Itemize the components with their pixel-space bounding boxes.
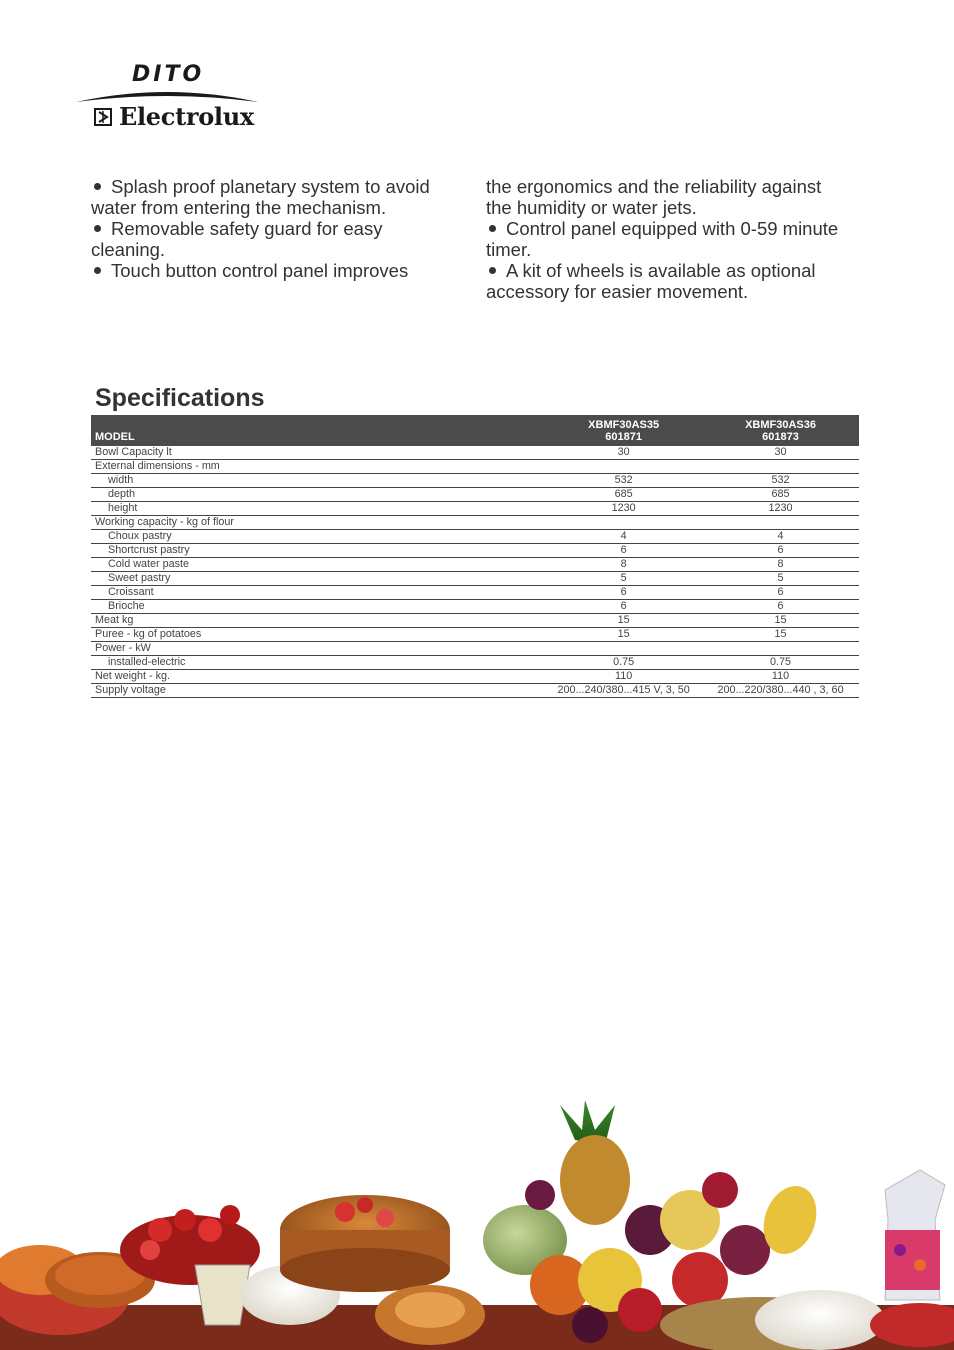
bullet-icon — [94, 267, 101, 274]
spec-value — [702, 516, 859, 530]
spec-value: 6 — [545, 586, 702, 600]
model-1-code: XBMF30AS35 — [588, 418, 660, 431]
table-row — [91, 516, 859, 530]
feature-item — [486, 260, 851, 302]
spec-value: 110 — [545, 670, 702, 684]
feature-text: Splash proof planetary system to avoid water from entering the mechanism. — [91, 176, 430, 218]
spec-value: 15 — [702, 628, 859, 642]
table-row — [91, 628, 859, 642]
spec-value — [545, 460, 702, 474]
spec-label: Croissant — [91, 586, 545, 600]
table-row — [91, 600, 859, 614]
spec-value: 532 — [545, 474, 702, 488]
table-row — [91, 558, 859, 572]
table-row — [91, 572, 859, 586]
model-header: MODEL — [91, 415, 545, 446]
model-1-number: 601871 — [605, 430, 642, 443]
specifications-title: Specifications — [95, 384, 265, 412]
model-1-header — [545, 415, 702, 446]
spec-value: 4 — [702, 530, 859, 544]
table-row — [91, 474, 859, 488]
feature-text: the ergonomics and the reliability against the humidity or water jets. — [486, 176, 822, 218]
feature-text: Removable safety guard for easy cleaning. — [91, 218, 383, 260]
electrolux-wordmark: Electrolux — [119, 102, 254, 131]
dito-wordmark: DITO — [132, 62, 205, 87]
spec-label: Net weight - kg. — [91, 670, 545, 684]
table-row — [91, 614, 859, 628]
food-display-illustration — [0, 1100, 954, 1350]
spec-value: 15 — [545, 628, 702, 642]
bullet-icon — [94, 225, 101, 232]
spec-value: 6 — [702, 586, 859, 600]
specifications-table — [91, 415, 859, 698]
feature-text: Control panel equipped with 0-59 minute timer. — [486, 218, 839, 260]
features-column-2 — [486, 176, 851, 302]
spec-value: 8 — [702, 558, 859, 572]
spec-value: 5 — [545, 572, 702, 586]
bullet-icon — [94, 183, 101, 190]
spec-label: Choux pastry — [91, 530, 545, 544]
model-2-number: 601873 — [762, 430, 799, 443]
table-row — [91, 642, 859, 656]
feature-item — [91, 176, 461, 218]
spec-value — [545, 516, 702, 530]
model-2-header — [702, 415, 859, 446]
spec-value: 15 — [545, 614, 702, 628]
model-2-code: XBMF30AS36 — [745, 418, 816, 431]
feature-text: A kit of wheels is available as optional accessory for easier movement. — [486, 260, 816, 302]
spec-label: Sweet pastry — [91, 572, 545, 586]
spec-label: Bowl Capacity lt — [91, 446, 545, 460]
spec-label: width — [91, 474, 545, 488]
table-row — [91, 656, 859, 670]
spec-value: 30 — [545, 446, 702, 460]
table-row — [91, 446, 859, 460]
spec-label: Brioche — [91, 600, 545, 614]
spec-label: Puree - kg of potatoes — [91, 628, 545, 642]
spec-label: Power - kW — [91, 642, 545, 656]
spec-value: 6 — [545, 600, 702, 614]
spec-value: 685 — [702, 488, 859, 502]
feature-item — [91, 218, 461, 260]
spec-value: 30 — [702, 446, 859, 460]
spec-label: depth — [91, 488, 545, 502]
spec-value — [545, 642, 702, 656]
table-row — [91, 530, 859, 544]
table-row — [91, 460, 859, 474]
feature-item — [486, 176, 851, 218]
electrolux-brand — [94, 102, 254, 131]
spec-value: 110 — [702, 670, 859, 684]
spec-value: 1230 — [702, 502, 859, 516]
feature-item — [91, 260, 461, 281]
features-column-1 — [91, 176, 461, 281]
spec-value: 200...240/380...415 V, 3, 50 — [545, 684, 702, 698]
spec-label: Meat kg — [91, 614, 545, 628]
spec-value: 200...220/380...440 , 3, 60 — [702, 684, 859, 698]
spec-value: 5 — [702, 572, 859, 586]
feature-text: Touch button control panel improves — [111, 260, 409, 281]
table-row — [91, 684, 859, 698]
table-row — [91, 670, 859, 684]
spec-value — [702, 642, 859, 656]
spec-value: 1230 — [545, 502, 702, 516]
table-row — [91, 586, 859, 600]
specifications-body — [91, 446, 859, 698]
bullet-icon — [489, 225, 496, 232]
brand-logo — [74, 60, 264, 140]
spec-value: 0.75 — [545, 656, 702, 670]
spec-value: 6 — [702, 600, 859, 614]
spec-value: 15 — [702, 614, 859, 628]
spec-label: Working capacity - kg of flour — [91, 516, 545, 530]
spec-value: 6 — [545, 544, 702, 558]
spec-label: installed-electric — [91, 656, 545, 670]
spec-value: 8 — [545, 558, 702, 572]
spec-value: 685 — [545, 488, 702, 502]
electrolux-logo-icon — [94, 108, 112, 126]
spec-label: Supply voltage — [91, 684, 545, 698]
spec-label: External dimensions - mm — [91, 460, 545, 474]
feature-item — [486, 218, 851, 260]
spec-value: 4 — [545, 530, 702, 544]
spec-value: 532 — [702, 474, 859, 488]
table-row — [91, 544, 859, 558]
spec-value: 6 — [702, 544, 859, 558]
spec-label: height — [91, 502, 545, 516]
spec-label: Shortcrust pastry — [91, 544, 545, 558]
table-row — [91, 502, 859, 516]
table-header-row — [91, 415, 859, 446]
spec-value — [702, 460, 859, 474]
spec-value: 0.75 — [702, 656, 859, 670]
bullet-icon — [489, 267, 496, 274]
spec-label: Cold water paste — [91, 558, 545, 572]
table-row — [91, 488, 859, 502]
